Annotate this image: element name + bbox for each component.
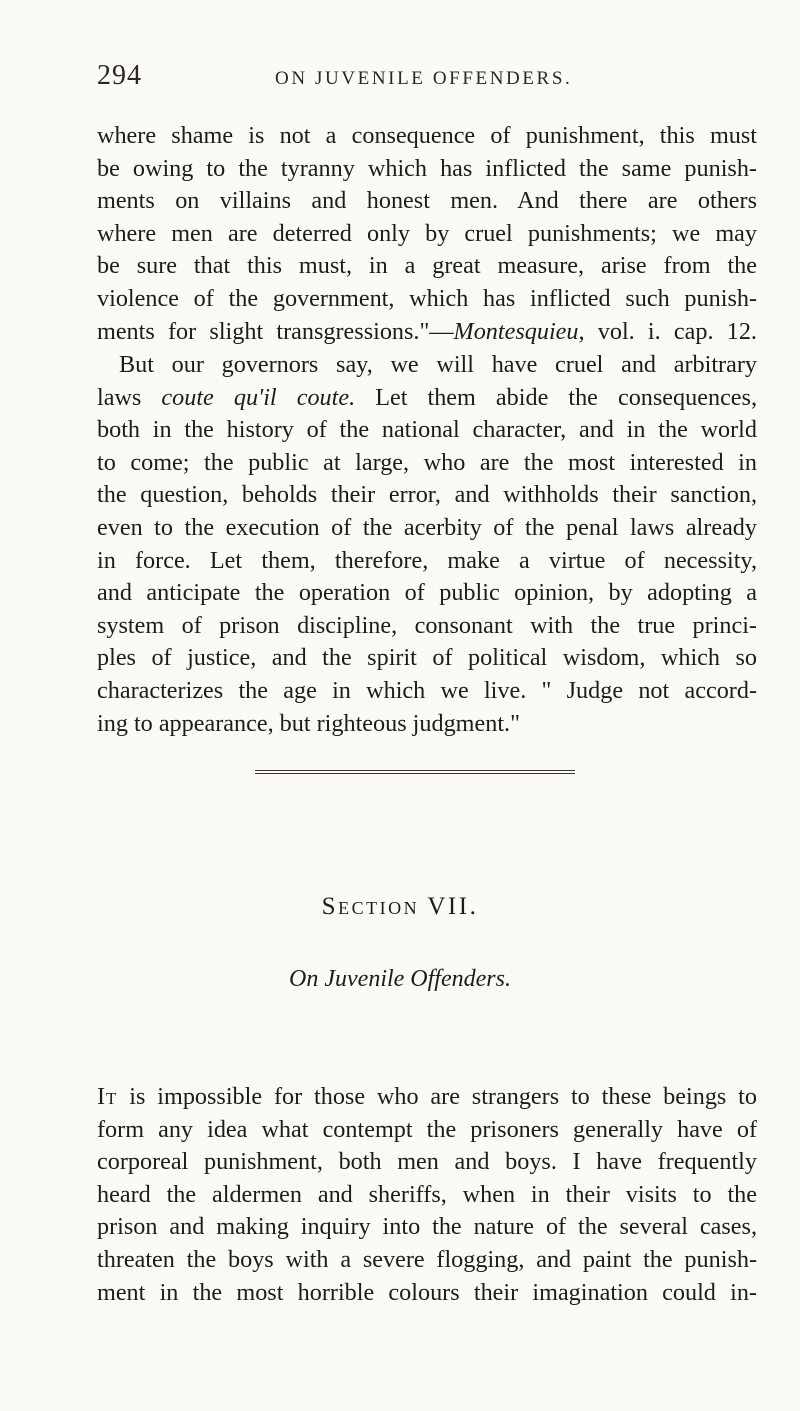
- divider-thin-rule: [255, 773, 575, 774]
- text-line: prison and making inquiry into the nature of the several cases,: [97, 1213, 757, 1241]
- text-fragment: is impossible for those who are strangers to these beings to: [117, 1083, 757, 1110]
- text-line: form any idea what contempt the prisoners generally have of: [97, 1115, 757, 1143]
- text-line: to come; the public at large, who are the most interested in: [97, 448, 757, 476]
- text-line: even to the execution of the acerbity of the penal laws already: [97, 513, 757, 541]
- text-line: ments on villains and honest men. And there are others: [97, 187, 757, 215]
- text-line: where shame is not a consequence of punishment, this must: [97, 122, 757, 149]
- text-line: violence of the government, which has inflicted such punish-: [97, 284, 757, 312]
- page-number: 294: [97, 60, 142, 91]
- text-line-citation: [97, 316, 757, 349]
- section-heading: Section VII.: [321, 893, 479, 920]
- divider-thick-rule: [255, 770, 575, 771]
- text-line: ment in the most horrible colours their imagination could in-: [97, 1278, 757, 1306]
- text-line: corporeal punishment, both men and boys. I have frequently: [97, 1148, 757, 1176]
- text-line: ples of justice, and the spirit of political wisdom, which so: [97, 644, 757, 672]
- text-line: be sure that this must, in a great measure, arise from the: [97, 252, 757, 280]
- page-header: [97, 56, 757, 100]
- text-line: [97, 382, 757, 415]
- citation-reference: , vol. i. cap. 12.: [578, 317, 757, 345]
- text-line: system of prison discipline, consonant with the true princi-: [97, 611, 757, 639]
- italic-phrase: coute qu'il coute.: [161, 383, 356, 411]
- citation-lead: ments for slight transgressions."—: [97, 317, 454, 345]
- text-line: ing to appearance, but righteous judgment.": [97, 709, 520, 737]
- section-divider: [255, 770, 575, 776]
- paragraph-quote-continuation: [97, 120, 757, 348]
- text-fragment: laws: [97, 383, 162, 411]
- running-head: ON JUVENILE OFFENDERS.: [275, 68, 573, 89]
- citation-author: Montesquieu: [453, 317, 579, 345]
- text-fragment: Let them abide the consequences,: [355, 383, 757, 411]
- text-line: be owing to the tyranny which has inflicted the same punish-: [97, 154, 757, 182]
- text-line: But our governors say, we will have cruel and arbitrary: [119, 351, 757, 378]
- text-line: characterizes the age in which we live. " Judge not accord-: [97, 676, 757, 704]
- text-line: threaten the boys with a severe flogging, and paint the punish-: [97, 1245, 757, 1273]
- section-subheading: On Juvenile Offenders.: [289, 966, 511, 992]
- opening-word: It: [97, 1083, 118, 1110]
- text-line: both in the history of the national character, and in the world: [97, 416, 757, 444]
- paragraph-governors: [97, 349, 757, 740]
- text-line: [97, 1081, 757, 1114]
- text-line: the question, beholds their error, and withholds their sanction,: [97, 481, 757, 509]
- text-line: where men are deterred only by cruel punishments; we may: [97, 219, 757, 247]
- text-line: and anticipate the operation of public opinion, by adopting a: [97, 579, 757, 607]
- text-line: in force. Let them, therefore, make a virtue of necessity,: [97, 546, 757, 574]
- text-line: heard the aldermen and sheriffs, when in their visits to the: [97, 1180, 757, 1208]
- paragraph-juvenile-offenders: [97, 1081, 757, 1309]
